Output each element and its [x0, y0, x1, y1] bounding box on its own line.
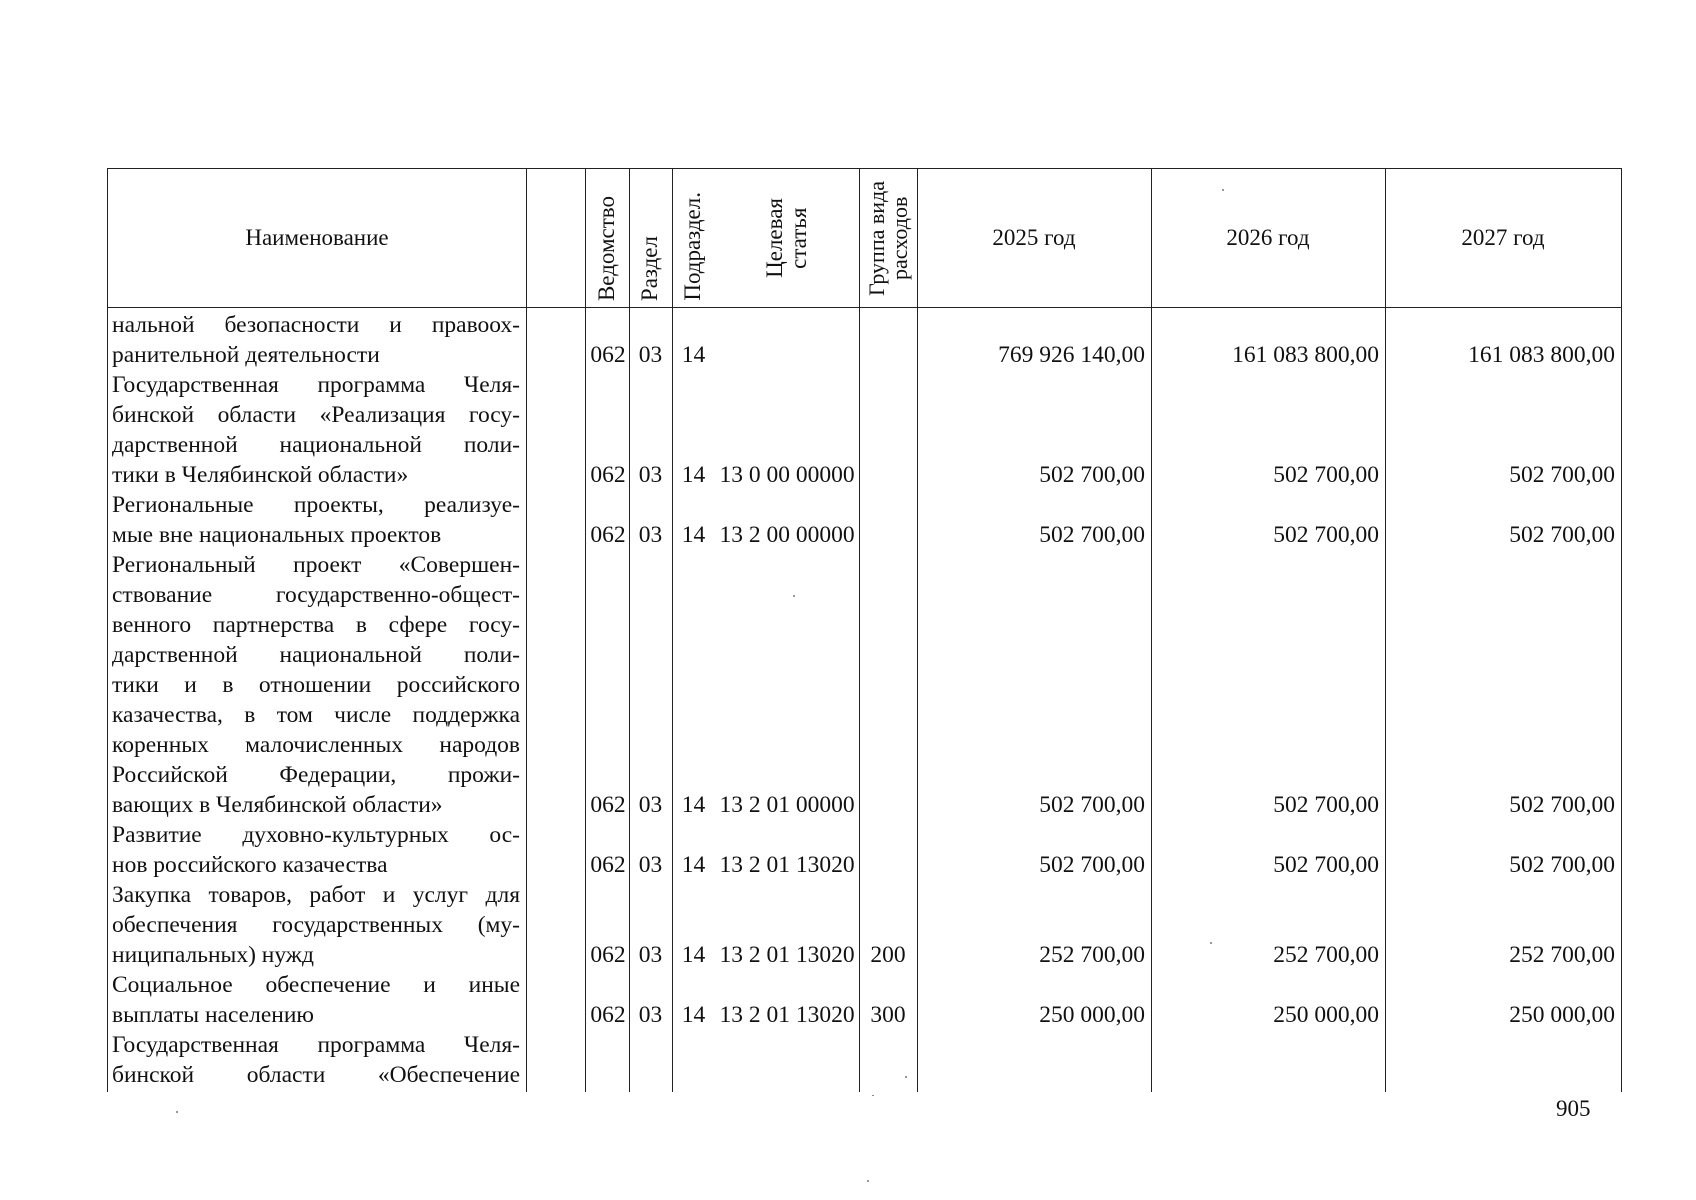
header-podrazdel: Подраздел.: [680, 192, 706, 301]
cell-razdel: 03: [638, 942, 663, 968]
row-name-line: бинской области «Обеспечение: [112, 1062, 520, 1088]
cell-2025: 502 700,00: [1039, 852, 1145, 878]
cell-razdel: 03: [638, 522, 663, 548]
row-name-line: венного партнерства в сфере госу-: [112, 612, 520, 638]
cell-2025: 769 926 140,00: [998, 342, 1145, 368]
row-name-line: выплаты населению: [112, 1002, 314, 1028]
row-name: [112, 490, 520, 550]
cell-podrazdel: 14: [681, 462, 706, 488]
header-gruppa: [859, 169, 917, 307]
cell-vedomstvo: 062: [590, 522, 626, 548]
cell-2025: 502 700,00: [1039, 462, 1145, 488]
header-2025: 2025 год: [992, 225, 1076, 250]
row-name: [112, 820, 520, 880]
cell-vedomstvo: 062: [590, 462, 626, 488]
cell-gruppa: 300: [870, 1002, 906, 1028]
cell-celevaya: 13 2 01 13020: [719, 942, 855, 968]
cell-2025: 252 700,00: [1039, 942, 1145, 968]
cell-celevaya: 13 2 01 13020: [719, 852, 855, 878]
table-row: [108, 550, 1621, 820]
cell-2027: 250 000,00: [1509, 1002, 1615, 1028]
cell-gruppa: 200: [870, 942, 906, 968]
row-name: [112, 880, 520, 970]
cell-podrazdel: 14: [681, 1002, 706, 1028]
table-row: [108, 310, 1621, 370]
cell-2027: 502 700,00: [1509, 852, 1615, 878]
row-name-line: дарственной национальной поли-: [112, 432, 520, 458]
table-row: [108, 1030, 1621, 1090]
table-row: [108, 820, 1621, 880]
cell-2026: 502 700,00: [1273, 852, 1379, 878]
cell-razdel: 03: [638, 792, 663, 818]
header-razdel: Раздел: [637, 235, 663, 301]
cell-2026: 502 700,00: [1273, 462, 1379, 488]
cell-2026: 502 700,00: [1273, 792, 1379, 818]
cell-vedomstvo: 062: [590, 342, 626, 368]
header-gruppa-line1: Группа вида: [863, 180, 889, 296]
row-name-line: ствование государственно-общест-: [112, 582, 520, 608]
row-name-line: нальной безопасности и правоох-: [112, 312, 520, 338]
header-2026: 2026 год: [1226, 225, 1310, 250]
scan-speck: [793, 595, 795, 597]
row-name-line: казачества, в том числе поддержка: [112, 702, 520, 728]
header-name: Наименование: [245, 225, 389, 250]
row-name-line: Региональный проект «Совершен-: [112, 552, 520, 578]
header-celevaya-line1: Целевая: [761, 198, 787, 278]
table-row: [108, 370, 1621, 490]
cell-celevaya: 13 2 00 00000: [719, 522, 855, 548]
scan-speck: [872, 1095, 874, 1096]
row-name-line: ниципальных) нужд: [112, 942, 314, 968]
table-row: [108, 490, 1621, 550]
row-name-line: тики в Челябинской области»: [112, 462, 409, 488]
cell-vedomstvo: 062: [590, 942, 626, 968]
header-2027: 2027 год: [1461, 225, 1545, 250]
cell-2026: 161 083 800,00: [1232, 342, 1379, 368]
cell-razdel: 03: [638, 462, 663, 488]
cell-vedomstvo: 062: [590, 1002, 626, 1028]
table-row: [108, 880, 1621, 970]
scan-speck: [1222, 189, 1224, 191]
row-name-line: Развитие духовно-культурных ос-: [112, 822, 520, 848]
row-name-line: вающих в Челябинской области»: [112, 792, 443, 818]
scan-speck: [1210, 942, 1212, 944]
cell-2025: 502 700,00: [1039, 792, 1145, 818]
cell-vedomstvo: 062: [590, 792, 626, 818]
cell-podrazdel: 14: [681, 852, 706, 878]
cell-2025: 250 000,00: [1039, 1002, 1145, 1028]
row-name-line: тики и в отношении российского: [112, 672, 520, 698]
row-name: [112, 310, 520, 370]
cell-2026: 252 700,00: [1273, 942, 1379, 968]
scan-speck: [867, 1180, 869, 1182]
cell-celevaya: 13 0 00 00000: [719, 462, 855, 488]
cell-razdel: 03: [638, 342, 663, 368]
cell-celevaya: 13 2 01 00000: [719, 792, 855, 818]
cell-2027: 502 700,00: [1509, 462, 1615, 488]
cell-celevaya: 13 2 01 13020: [719, 1002, 855, 1028]
header-vedomstvo: Ведомство: [593, 195, 619, 301]
cell-podrazdel: 14: [681, 942, 706, 968]
cell-2025: 502 700,00: [1039, 522, 1145, 548]
cell-2027: 502 700,00: [1509, 792, 1615, 818]
header-celevaya: [715, 169, 859, 307]
row-name-line: Государственная программа Челя-: [112, 1032, 520, 1058]
row-name-line: бинской области «Реализация госу-: [112, 402, 520, 428]
row-name: [112, 550, 520, 820]
cell-2027: 502 700,00: [1509, 522, 1615, 548]
row-name-line: коренных малочисленных народов: [112, 732, 520, 758]
scan-speck: [176, 1111, 178, 1113]
table-row: [108, 970, 1621, 1030]
page-number: 905: [1556, 1096, 1591, 1121]
cell-podrazdel: 14: [681, 792, 706, 818]
scan-speck: [905, 1076, 907, 1078]
cell-vedomstvo: 062: [590, 852, 626, 878]
row-name-line: дарственной национальной поли-: [112, 642, 520, 668]
cell-2026: 502 700,00: [1273, 522, 1379, 548]
cell-podrazdel: 14: [681, 342, 706, 368]
row-name: [112, 370, 520, 490]
row-name-line: Региональные проекты, реализуе-: [112, 492, 520, 518]
row-name: [112, 970, 520, 1030]
row-name-line: ранительной деятельности: [112, 342, 380, 368]
header-divider: [108, 307, 1621, 308]
row-name-line: Российской Федерации, прожи-: [112, 762, 520, 788]
cell-2026: 250 000,00: [1273, 1002, 1379, 1028]
cell-razdel: 03: [638, 852, 663, 878]
cell-podrazdel: 14: [681, 522, 706, 548]
row-name-line: обеспечения государственных (му-: [112, 912, 520, 938]
row-name-line: Закупка товаров, работ и услуг для: [112, 882, 520, 908]
row-name: [112, 1030, 520, 1090]
header-gruppa-line2: расходов: [887, 196, 912, 280]
budget-table: [107, 168, 1622, 1092]
row-name-line: Государственная программа Челя-: [112, 372, 520, 398]
cell-razdel: 03: [638, 1002, 663, 1028]
cell-2027: 252 700,00: [1509, 942, 1615, 968]
row-name-line: нов российского казачества: [112, 852, 388, 878]
header-celevaya-line2: статья: [786, 207, 811, 269]
cell-2027: 161 083 800,00: [1468, 342, 1615, 368]
row-name-line: мые вне национальных проектов: [112, 522, 442, 548]
row-name-line: Социальное обеспечение и иные: [112, 972, 520, 998]
